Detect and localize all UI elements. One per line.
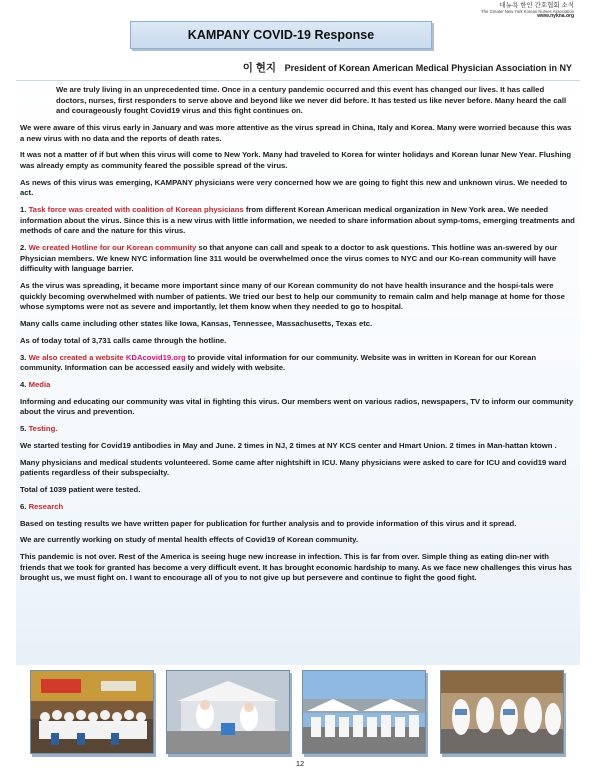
photo-1-image <box>31 671 153 753</box>
section-number: 4. <box>20 379 27 389</box>
section-number: 5. <box>20 424 27 434</box>
paragraph: As the virus was spreading, it became more important since many of our Korean community do not have health insurance and the hospi-tals were quickly becoming overwhelmed with number of patients. We tried our best to help our community to remain calm and help manage at home for those whose symptoms were not as severe and importantly, let them know when they needed to go to hospital. <box>20 281 565 312</box>
paragraph: We were aware of this virus early in January and was more attentive as the virus spread in China, Italy and Korea. Many were worried because this was a new virus with no data and the reports of death rates. <box>20 122 572 143</box>
photo-strip <box>16 666 580 762</box>
photo-2-image <box>167 671 289 753</box>
page-number: 12 <box>295 759 305 768</box>
paragraph: We started testing for Covid19 antibodies in May and June. 2 times in NJ, 2 times at NY KCS center and Hmart Union. 2 times in Man-hattan ktown . <box>20 440 557 450</box>
masthead <box>481 3 574 19</box>
section-heading: Media <box>28 379 51 389</box>
section-heading: We created Hotline for our Korean community <box>28 243 197 253</box>
section-testing <box>20 424 576 435</box>
title-banner <box>130 21 432 49</box>
author-role: President of Korean American Medical Physician Association in NY <box>284 63 572 73</box>
section-text: to provide vital information for our community. Website was in written in Korean for our Korean community. Information can be accessed easily and widely with website. <box>20 352 537 373</box>
section-media <box>20 380 576 391</box>
author-name: 이 현지 <box>242 62 277 74</box>
website-link[interactable]: KDAcovid19.org <box>125 352 186 362</box>
org-name-korean: 대뉴욕 한인 간호협회 소식 <box>499 2 574 9</box>
section-number: 2. <box>20 243 27 253</box>
paragraph: Informing and educating our community was vital in fighting this virus. Our members went on various radios, newspapers, TV to inform our community about the virus and prevention. <box>20 396 574 417</box>
photo-4-image <box>441 671 563 753</box>
photo-outdoor-group <box>302 670 426 754</box>
paragraph: Based on testing results we have written paper for publication for further analysis and to provide information of this virus and it spread. <box>20 518 517 528</box>
section-research <box>20 502 576 513</box>
section-heading: Testing. <box>28 424 58 434</box>
photo-ppe-team <box>440 670 564 754</box>
author-line <box>0 60 572 75</box>
paragraph: This pandemic is not over. Rest of the America is seeing huge new increase in infection. This is far from over. Simple thing as eating din-ner with friends that we took for granted has become a very difficult event. It has brought economic hardship to many. As we face new challenges this virus has brought us, we must fight on. I want to encourage all of you to not give up but persevere and continue to fight the good fight. <box>20 552 572 583</box>
paragraph: Total of 1039 patient were tested. <box>20 485 141 495</box>
paragraph: As news of this virus was emerging, KAMPANY physicians were very concerned how we are going to fight this new and unknown virus. We needed to act. <box>20 177 568 198</box>
section-text: so that anyone can call and speak to a doctor to ask questions. This hotline was an-swered by our Physician members. We knew NYC information line 311 would be overwhelmed once the virus comes to NYC and our Ko-rean community will have difficulty with language barrier. <box>20 243 558 274</box>
article-body <box>20 85 576 590</box>
org-name-english: The Greater New York Korean Nurses Association <box>481 8 574 14</box>
paragraph: Many calls came including other states like Iowa, Kansas, Tennessee, Massachusetts, Texas etc. <box>20 319 373 328</box>
paragraph: We are truly living in an unprecedented time. Once in a century pandemic occurred and this event has changed our lives. It has called doctors, nurses, first responders to serve above and beyond like we never did before. It has tested us like never before. Many heard the call and courageously fought Covid19 virus and this fight continues on. <box>56 85 567 116</box>
section-number: 1. <box>20 205 27 215</box>
photo-3-image <box>303 671 425 753</box>
photo-volunteers-indoor <box>30 670 154 754</box>
section-number: 3. <box>20 352 27 362</box>
paragraph: As of today total of 3,731 calls came through the hotline. <box>20 335 227 345</box>
page-title: KAMPANY COVID-19 Response <box>187 28 375 42</box>
section-text: from different Korean American medical organization in New York area. We needed information about the virus. Since this is a new virus with little information, we needed to share information about symp-toms, emerging treatments and methods of care and the nature for this virus. <box>20 205 575 236</box>
section-heading: Research <box>28 501 64 511</box>
section-heading: Task force was created with coalition of Korean physicians <box>28 205 244 215</box>
section-task-force <box>20 205 576 237</box>
photo-testing-tent <box>166 670 290 754</box>
section-number: 6. <box>20 501 27 511</box>
paragraph: We are currently working on study of mental health effects of Covid19 of Korean community. <box>20 535 359 545</box>
section-heading: We also created a website <box>28 352 124 362</box>
section-hotline <box>20 243 576 275</box>
section-website <box>20 353 576 374</box>
paragraph: Many physicians and medical students volunteered. Some came after nightshift in ICU. Many physicians were asked to care for ICU and covid19 ward patients regardless of their subspecialty. <box>20 457 567 478</box>
org-url[interactable]: www.nykna.org <box>537 13 574 20</box>
paragraph: It was not a matter of if but when this virus will come to New York. Many had traveled to Korea for winter holidays and Korean lunar New Year. Flushing was already empty as community feared the possible spread of the virus. <box>20 150 572 170</box>
